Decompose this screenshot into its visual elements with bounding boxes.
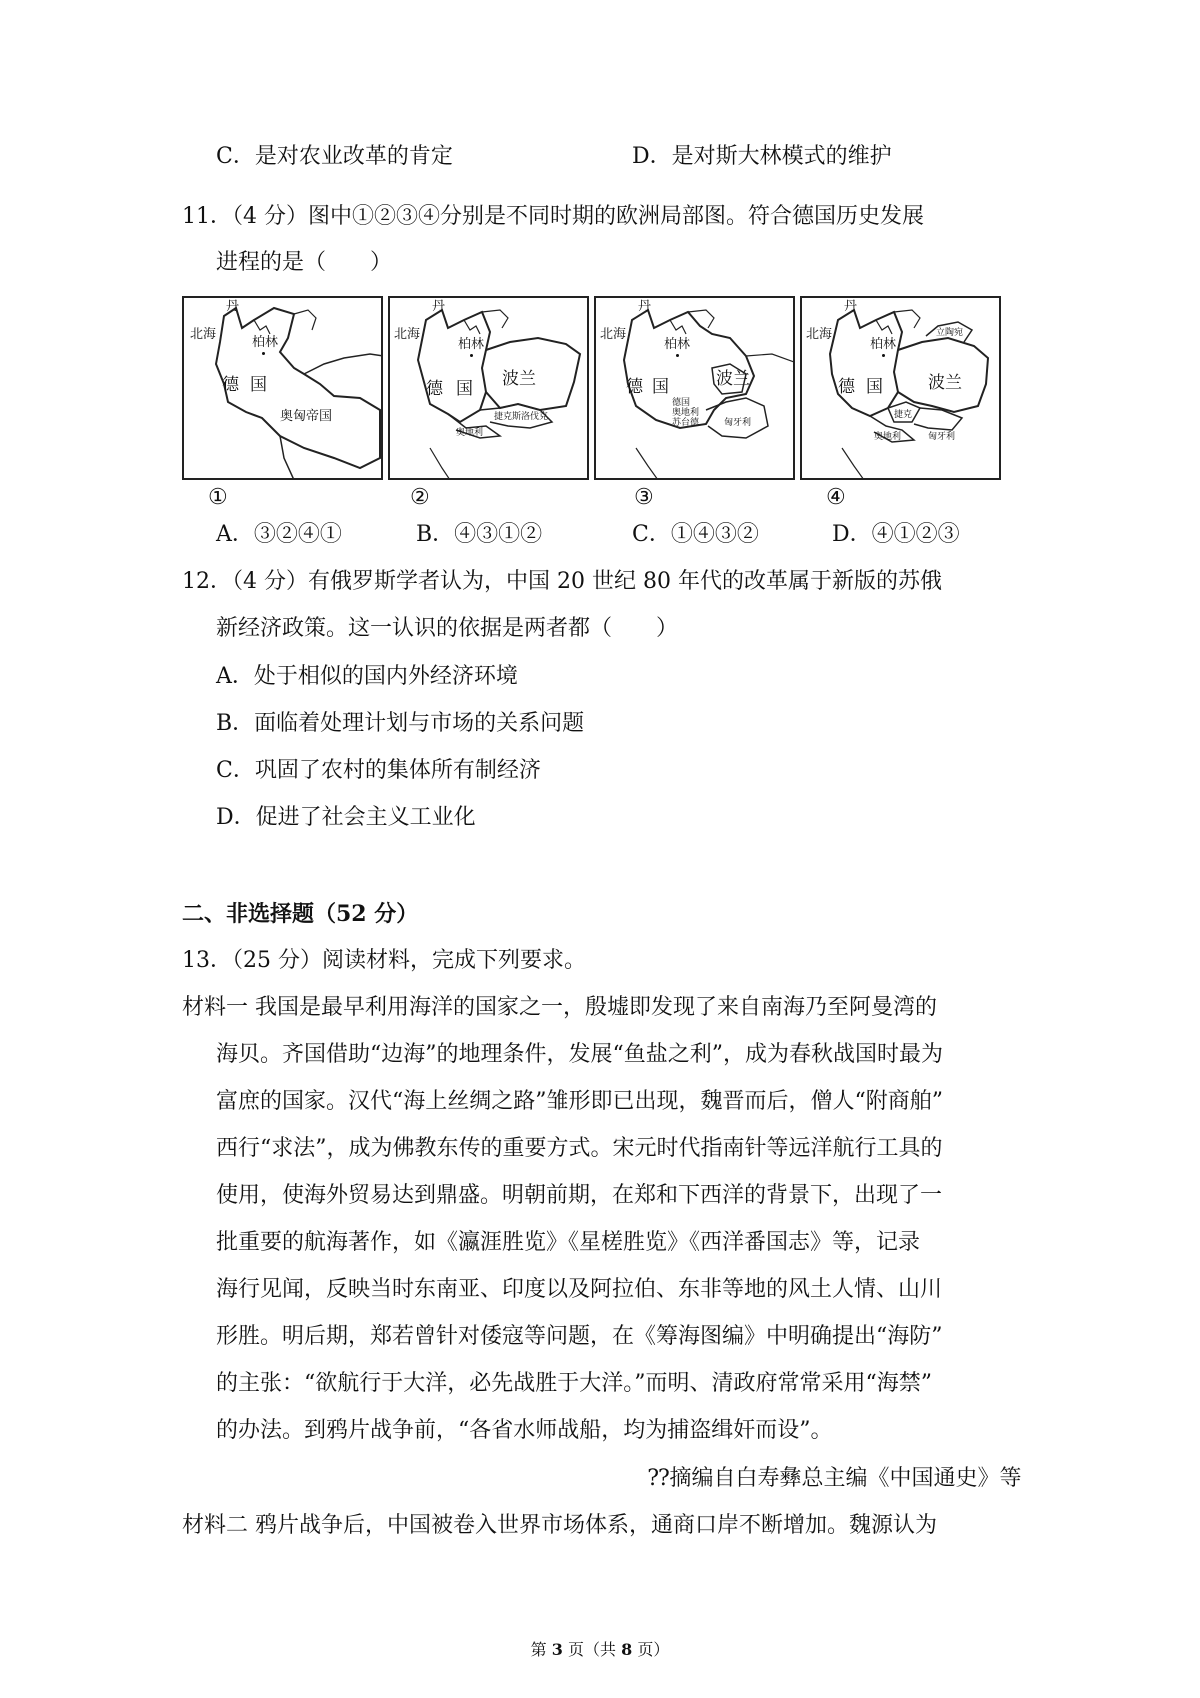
label-de: 德 [838,377,855,397]
label-guo: 国 [866,377,883,397]
label-berlin: 柏林 [252,335,279,350]
label-hungary: 匈牙利 [724,418,752,428]
label-dan: 丹 [638,299,652,314]
label-lithuania: 立陶宛 [936,328,964,338]
material-1-line-3: 富庶的国家。汉代“海上丝绸之路”雏形即已出现，魏晋而后，僧人“附商舶” [216,1089,943,1114]
q12-stem-line2: 新经济政策。这一认识的依据是两者都（ ） [216,616,679,641]
q11-option-d: D．④①②③ [832,522,960,547]
label-guo: 国 [250,375,267,395]
material-1-line-7: 海行见闻，反映当时东南亚、印度以及阿拉伯、东非等地的风土人情、山川 [216,1277,943,1302]
label-beihai: 北海 [806,327,833,342]
q13-stem: 13．（25 分）阅读材料，完成下列要求。 [182,948,586,973]
label-dan: 丹 [844,299,858,314]
material-1-line-4: 西行“求法”，成为佛教东传的重要方式。宋元时代指南针等远洋航行工具的 [216,1136,943,1161]
q11-map-group [182,296,1002,480]
material-1-line-1: 材料一 我国是最早利用海洋的国家之一，殷墟即发现了来自南海乃至阿曼湾的 [182,995,937,1020]
map-2-outline [390,298,589,480]
label-bolan: 波兰 [716,369,750,389]
q10-option-d: D．是对斯大林模式的维护 [632,144,892,169]
label-beihai: 北海 [600,327,627,342]
label-czechoslovakia: 捷克斯洛伐克 [494,412,549,422]
label-beihai: 北海 [394,327,421,342]
map-4-number: ④ [826,485,846,510]
label-small-3: 苏台德 [672,418,700,428]
label-czech: 捷克 [894,410,913,420]
material-1-line-5: 使用，使海外贸易达到鼎盛。明朝前期，在郑和下西洋的背景下，出现了一 [216,1183,943,1208]
footer-total-pages: 8 [621,1640,633,1659]
label-de: 德 [222,375,239,395]
material-1-line-2: 海贝。齐国借助“边海”的地理条件，发展“鱼盐之利”，成为春秋战国时最为 [216,1042,943,1067]
q11-stem-line2: 进程的是（ ） [216,250,393,275]
berlin-dot [676,354,679,357]
q10-option-c: C．是对农业改革的肯定 [216,144,453,169]
label-de: 德 [426,379,443,399]
q11-option-b: B．④③①② [416,522,543,547]
material-1-line-10: 的办法。到鸦片战争前，“各省水师战船，均为捕盗缉奸而设”。 [216,1418,833,1443]
label-small-1: 德国 [672,398,691,408]
label-guo: 国 [456,379,473,399]
q12-stem-line1: 12．（4 分）有俄罗斯学者认为，中国 20 世纪 80 年代的改革属于新版的苏俄 [182,569,942,594]
map-4-outline [802,298,1001,480]
section-2-heading: 二、非选择题（52 分） [182,901,419,927]
berlin-dot [262,352,265,355]
label-hungary: 匈牙利 [928,432,956,442]
label-de: 德 [626,377,643,397]
label-austria: 奥地利 [456,428,484,438]
map-2 [388,296,589,480]
label-dan: 丹 [432,299,446,314]
q11-option-c: C．①④③② [632,522,759,547]
berlin-dot [470,354,473,357]
map-1-number: ① [208,485,228,510]
material-2-line-1: 材料二 鸦片战争后，中国被卷入世界市场体系，通商口岸不断增加。魏源认为 [182,1513,937,1538]
q11-option-a: A．③②④① [216,522,342,547]
label-berlin: 柏林 [870,337,897,352]
q12-option-a: A．处于相似的国内外经济环境 [216,664,518,689]
label-berlin: 柏林 [458,337,485,352]
map-2-number: ② [410,485,430,510]
label-dan: 丹 [226,299,240,314]
label-bolan: 波兰 [502,369,536,389]
map-4 [800,296,1001,480]
q12-option-c: C．巩固了农村的集体所有制经济 [216,758,541,783]
map-1 [182,296,383,480]
label-bolan: 波兰 [928,373,962,393]
label-austria-hungary: 奥匈帝国 [280,409,333,424]
map-3 [594,296,795,480]
material-1-line-8: 形胜。明后期，郑若曾针对倭寇等问题，在《筹海图编》中明确提出“海防” [216,1324,943,1349]
page-footer [0,1640,1200,1660]
label-small-2: 奥地利 [672,408,700,418]
q12-option-d: D．促进了社会主义工业化 [216,805,476,830]
label-berlin: 柏林 [664,337,691,352]
material-1-line-9: 的主张：“欲航行于大洋，必先战胜于大洋。”而明、清政府常常采用“海禁” [216,1371,932,1396]
berlin-dot [882,354,885,357]
material-1-line-6: 批重要的航海著作，如《瀛涯胜览》《星槎胜览》《西洋番国志》等，记录 [216,1230,921,1255]
footer-page-number: 3 [551,1640,563,1659]
q12-option-b: B．面临着处理计划与市场的关系问题 [216,711,585,736]
label-beihai: 北海 [190,327,217,342]
footer-mid: 页（共 [562,1640,622,1659]
footer-prefix: 第 [530,1640,552,1659]
material-1-source: ⁇摘编自白寿彝总主编《中国通史》等 [648,1466,1022,1491]
map-1-outline [184,298,383,480]
footer-suffix: 页） [632,1640,670,1659]
map-3-number: ③ [634,485,654,510]
label-guo: 国 [652,377,669,397]
q11-stem-line1: 11．（4 分）图中①②③④分别是不同时期的欧洲局部图。符合德国历史发展 [182,204,924,229]
label-austria: 奥地利 [874,432,902,442]
